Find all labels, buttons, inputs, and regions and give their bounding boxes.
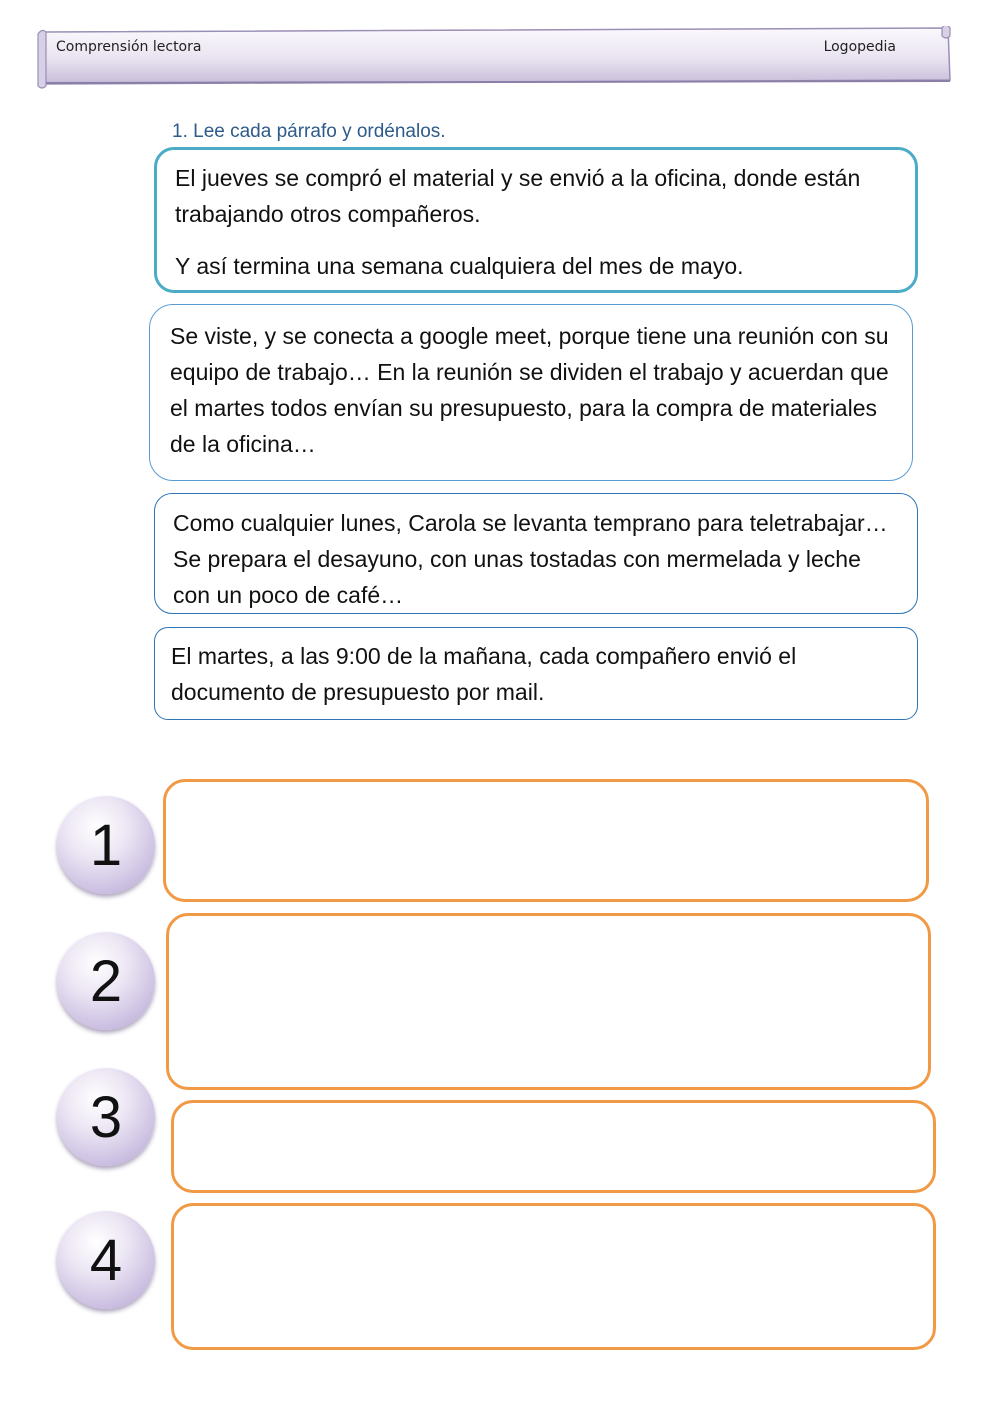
paragraph-box-2[interactable]: [149, 304, 913, 481]
number-circle-2: 2: [57, 932, 155, 1030]
paragraph-line: Y así termina una semana cualquiera del mes de mayo.: [175, 253, 744, 279]
paragraph-box-3[interactable]: [154, 493, 918, 614]
number-circle-1: 1: [57, 796, 155, 894]
answer-drop-zone-4[interactable]: [171, 1203, 936, 1350]
paragraph-text: Como cualquier lunes, Carola se levanta temprano para teletrabajar… Se prepara el desayuno, con unas tostadas con mermelada y leche con un poco de café…: [173, 510, 888, 608]
instruction-text: 1. Lee cada párrafo y ordénalos.: [172, 121, 446, 142]
paragraph-text: Se viste, y se conecta a google meet, porque tiene una reunión con su equipo de trabajo… En la reunión se dividen el trabajo y acuerdan que el martes todos envían su presupuesto, para la compra de materiales de la oficina…: [170, 323, 889, 457]
header-banner: [36, 26, 952, 84]
paragraph-box-4[interactable]: [154, 627, 918, 720]
header-area: Logopedia: [823, 39, 896, 55]
number-circle-3: 3: [57, 1068, 155, 1166]
paragraph-text: El martes, a las 9:00 de la mañana, cada compañero envió el documento de presupuesto por mail.: [171, 643, 797, 705]
scroll-banner-shape: [36, 26, 952, 92]
answer-drop-zone-2[interactable]: [166, 913, 931, 1090]
paragraph-box-1[interactable]: [154, 147, 918, 293]
header-subject: Comprensión lectora: [56, 39, 202, 55]
answer-drop-zone-3[interactable]: [171, 1100, 936, 1193]
answer-drop-zone-1[interactable]: [163, 779, 929, 902]
number-circle-4: 4: [57, 1211, 155, 1309]
paragraph-line: El jueves se compró el material y se envió a la oficina, donde están trabajando otros compañeros.: [175, 165, 861, 227]
